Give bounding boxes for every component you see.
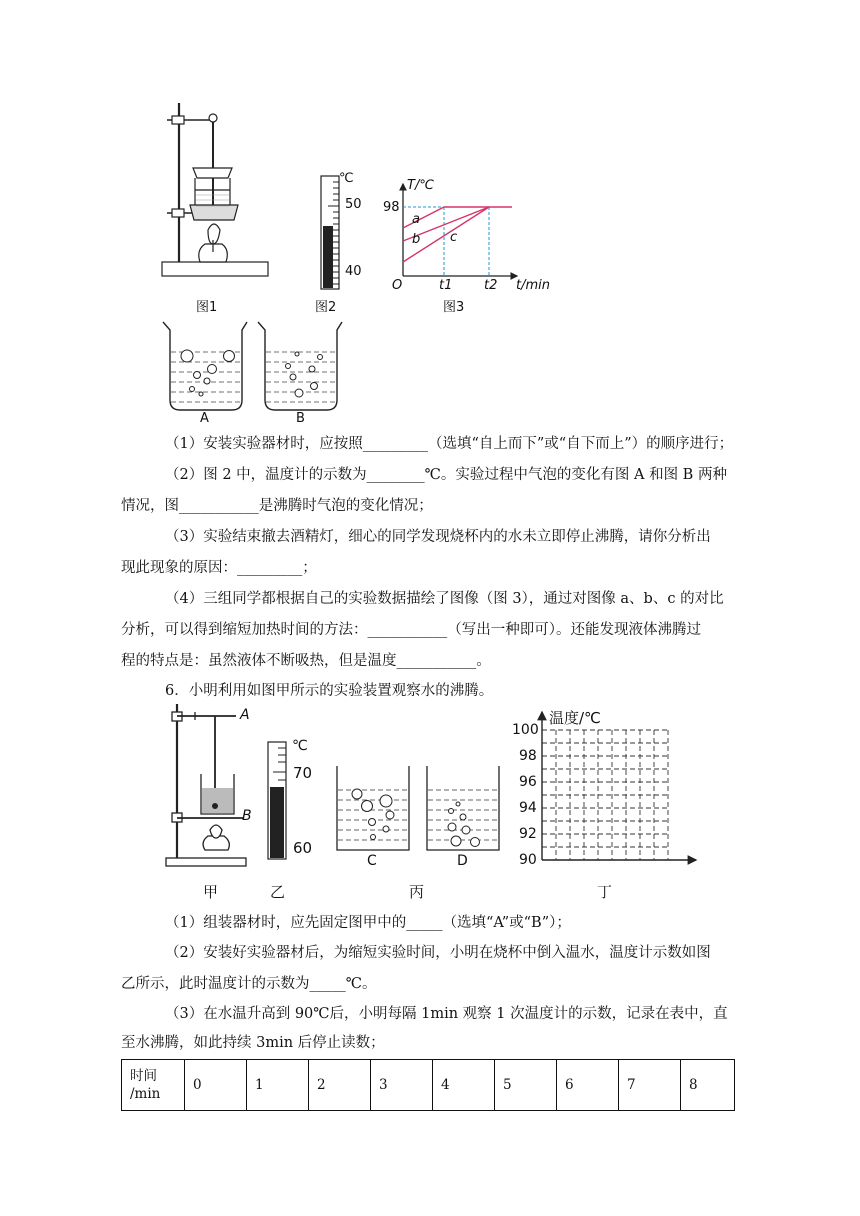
- table-cell: 0: [185, 1060, 247, 1111]
- fig3-t1: t1: [439, 278, 453, 293]
- q5-part2-line1: （2）图 2 中，温度计的示数为________℃。实验过程中气泡的变化有图 A 和图 B 两种: [165, 467, 727, 483]
- table-row: [122, 1060, 735, 1111]
- q6-graph-tick-98: 98: [519, 748, 537, 764]
- table-header-line2: /min: [130, 1086, 161, 1102]
- q5-part4-line3: 程的特点是：虽然液体不断吸热，但是温度___________。: [121, 653, 491, 669]
- fig3-ylabel: T/℃: [407, 178, 434, 193]
- q6-therm-60: 60: [293, 839, 313, 857]
- q6-caption-ding: 丁: [597, 883, 613, 901]
- q5-part3-line1: （3）实验结束撤去酒精灯，细心的同学发现烧杯内的水未立即停止沸腾，请你分析出: [165, 529, 711, 545]
- fig3-label-c: c: [450, 230, 458, 245]
- fig2-unit: ℃: [339, 171, 354, 186]
- fig3-label-b: b: [412, 232, 421, 247]
- q6-caption-yi: 乙: [270, 883, 286, 901]
- fig3-origin: O: [392, 278, 403, 293]
- q6-beaker-C: C: [367, 853, 377, 869]
- time-table: [121, 1059, 735, 1111]
- q6-intro: 6．小明利用如图甲所示的实验装置观察水的沸腾。: [165, 683, 494, 699]
- q6-caption-bing: 丙: [409, 883, 425, 901]
- q5-part2-line2: 情况，图___________是沸腾时气泡的变化情况；: [121, 498, 433, 514]
- q6-label-B: B: [242, 808, 252, 824]
- q5-part1: （1）安装实验器材时，应按照_________（选填“自上而下”或“自下而上”）的顺序进行；: [165, 436, 734, 452]
- q6-therm-70: 70: [293, 764, 313, 782]
- table-cell: 3: [371, 1060, 433, 1111]
- q6-graph-tick-92: 92: [519, 826, 537, 842]
- fig3-y98: 98: [383, 200, 400, 215]
- table-cell: 5: [495, 1060, 557, 1111]
- q6-part1: （1）组装器材时，应先固定图甲中的_____（选填“A”或“B”）；: [165, 915, 571, 931]
- table-cell: 7: [619, 1060, 681, 1111]
- fig3-t2: t2: [484, 278, 498, 293]
- q6-graph-ylabel: 温度/℃: [549, 709, 601, 727]
- line-a: [403, 207, 444, 228]
- q5-part3-line2: 现此现象的原因：_________；: [121, 560, 317, 576]
- fig3-label-a: a: [412, 212, 420, 227]
- table-cell: 2: [309, 1060, 371, 1111]
- table-header-line1: 时间: [130, 1068, 157, 1084]
- q6-label-A: A: [240, 707, 250, 723]
- q6-part3-line2: 至水沸腾，如此持续 3min 后停止读数；: [121, 1035, 385, 1051]
- fig2-caption: 图2: [315, 300, 337, 315]
- fig3-caption: 图3: [443, 300, 465, 315]
- q6-part2-line1: （2）安装好实验器材后，为缩短实验时间，小明在烧杯中倒入温水，温度计示数如图: [165, 945, 711, 961]
- q6-caption-jia: 甲: [203, 883, 219, 901]
- fig2-tick-50: 50: [345, 197, 362, 212]
- q6-part3-line1: （3）在水温升高到 90℃后，小明每隔 1min 观察 1 次温度计的示数，记录在表中，直: [165, 1006, 728, 1022]
- q6-graph-tick-90: 90: [519, 852, 537, 868]
- q5-part4-line2: 分析，可以得到缩短加热时间的方法：___________（写出一种即可）。还能发现液体沸腾过: [121, 622, 701, 638]
- table-cell: 6: [557, 1060, 619, 1111]
- table-cell: 4: [433, 1060, 495, 1111]
- q6-graph-tick-100: 100: [512, 722, 539, 738]
- q6-graph-tick-96: 96: [519, 774, 537, 790]
- q6-part2-line2: 乙所示，此时温度计的示数为_____℃。: [121, 976, 377, 992]
- fig2-tick-40: 40: [345, 264, 362, 279]
- beaker-a-label: A: [200, 411, 209, 426]
- q5-part4-line1: （4）三组同学都根据自己的实验数据描绘了图像（图 3），通过对图像 a、b、c 的对比: [165, 591, 724, 607]
- q6-graph-tick-94: 94: [519, 800, 537, 816]
- table-cell: 1: [247, 1060, 309, 1111]
- q6-beaker-D: D: [457, 853, 468, 869]
- table-header-cell: [122, 1060, 185, 1111]
- fig3-xlabel: t/min: [516, 278, 550, 293]
- q6-therm-unit: ℃: [292, 738, 308, 754]
- table-cell: 8: [681, 1060, 735, 1111]
- beaker-b-label: B: [296, 411, 305, 426]
- fig1-caption: 图1: [196, 300, 218, 315]
